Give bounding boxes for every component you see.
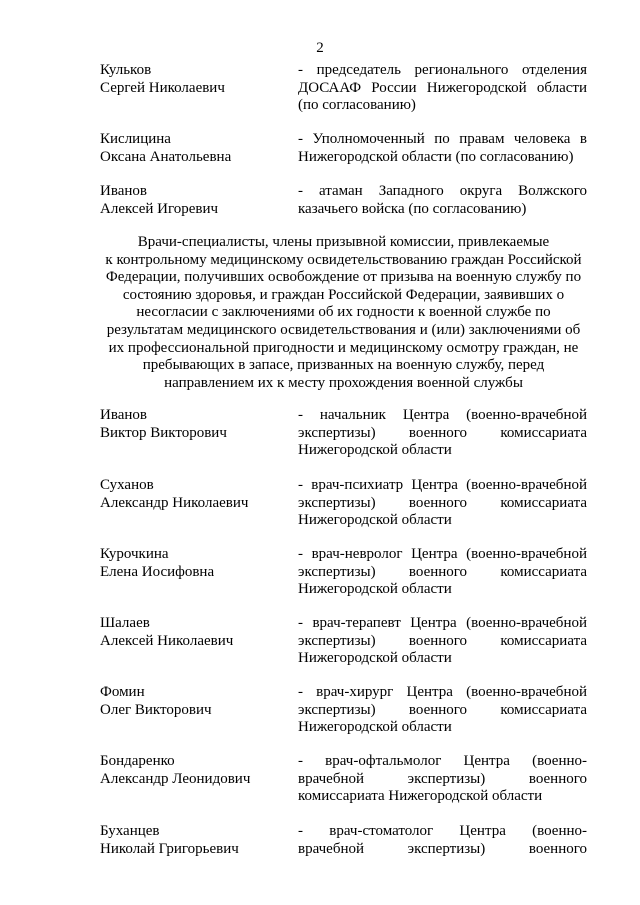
- heading-line: пребывающих в запасе, призванных на военную службу, перед: [142, 357, 545, 374]
- doctor-role: [298, 684, 587, 737]
- role-line: (по согласованию): [298, 97, 416, 114]
- doctor-name: [100, 684, 290, 719]
- heading-line: их профессиональной пригодности и медицинскому осмотру граждан, не: [108, 339, 579, 356]
- doctor-name: [100, 407, 290, 442]
- role-line: врачебной экспертизы) военного: [298, 770, 587, 787]
- member-surname: Кислицина: [100, 131, 171, 147]
- doctor-surname: Бондаренко: [100, 753, 175, 769]
- member-role: [298, 131, 587, 166]
- role-line: врачебной экспертизы) военного: [298, 840, 587, 857]
- doctor-given-names: Елена Иосифовна: [100, 563, 215, 580]
- doctor-surname: Курочкина: [100, 546, 169, 562]
- doctor-role: [298, 753, 587, 806]
- role-line: экспертизы) военного комиссариата: [298, 563, 587, 580]
- member-role: [298, 183, 587, 218]
- member-role: [298, 62, 587, 115]
- heading-line: направлением их к месту прохождения военной службы: [164, 374, 523, 391]
- doctor-surname: Фомин: [100, 684, 145, 700]
- doctor-role: [298, 407, 587, 460]
- doctor-role: [298, 615, 587, 668]
- role-line: - врач-офтальмолог Центра (военно-: [298, 753, 587, 769]
- doctor-given-names: Алексей Николаевич: [100, 632, 234, 649]
- role-line: экспертизы) военного комиссариата: [298, 701, 587, 718]
- role-line: - врач-стоматолог Центра (военно-: [298, 823, 587, 839]
- member-given-names: Оксана Анатольевна: [100, 148, 232, 165]
- doctor-given-names: Николай Григорьевич: [100, 840, 239, 857]
- heading-line: результатам медицинского освидетельствования и (или) заключениями об: [106, 321, 581, 338]
- heading-line: к контрольному медицинскому освидетельствованию граждан Российской: [105, 251, 582, 268]
- role-line: - председатель регионального отделения: [298, 62, 587, 78]
- doctor-given-names: Александр Николаевич: [100, 494, 249, 511]
- heading-line: несогласии с заключениями об их годности к военной службе по: [136, 304, 551, 321]
- role-line: - атаман Западного округа Волжского: [298, 183, 587, 199]
- role-line: - врач-невролог Центра (военно-врачебной: [298, 546, 587, 562]
- role-line: - врач-хирург Центра (военно-врачебной: [298, 684, 587, 700]
- doctor-given-names: Олег Викторович: [100, 701, 212, 718]
- role-line: - врач-психиатр Центра (военно-врачебной: [298, 477, 587, 493]
- doctor-role: [298, 546, 587, 599]
- member-given-names: Алексей Игоревич: [100, 200, 219, 217]
- role-line: Нижегородской области: [298, 650, 452, 667]
- doctor-surname: Иванов: [100, 407, 147, 423]
- doctor-surname: Шалаев: [100, 615, 150, 631]
- role-line: Нижегородской области: [298, 581, 452, 598]
- doctor-name: [100, 546, 290, 581]
- member-surname: Иванов: [100, 183, 147, 199]
- role-line: экспертизы) военного комиссариата: [298, 494, 587, 511]
- doctor-name: [100, 753, 290, 788]
- heading-line: состоянию здоровья, и граждан Российской Федерации, заявивших о: [122, 286, 565, 303]
- role-line: экспертизы) военного комиссариата: [298, 632, 587, 649]
- doctor-given-names: Александр Леонидович: [100, 770, 251, 787]
- member-given-names: Сергей Николаевич: [100, 79, 225, 96]
- role-line: комиссариата Нижегородской области: [298, 788, 543, 805]
- role-line: казачьего войска (по согласованию): [298, 200, 527, 217]
- doctor-surname: Буханцев: [100, 823, 160, 839]
- heading-line: Федерации, получивших освобождение от призыва на военную службу по: [105, 269, 582, 286]
- member-surname: Кульков: [100, 62, 152, 78]
- member-name: [100, 62, 290, 97]
- doctor-name: [100, 823, 290, 858]
- member-name: [100, 131, 290, 166]
- role-line: - врач-терапевт Центра (военно-врачебной: [298, 615, 587, 631]
- role-line: Нижегородской области: [298, 512, 452, 529]
- section-heading: [95, 234, 592, 392]
- role-line: Нижегородской области: [298, 442, 452, 459]
- page-number: 2: [316, 40, 324, 56]
- role-line: - начальник Центра (военно-врачебной: [298, 407, 587, 423]
- doctor-name: [100, 615, 290, 650]
- role-line: - Уполномоченный по правам человека в: [298, 131, 587, 147]
- role-line: Нижегородской области (по согласованию): [298, 148, 574, 165]
- doctor-role: [298, 823, 587, 858]
- member-name: [100, 183, 290, 218]
- doctor-surname: Суханов: [100, 477, 154, 493]
- role-line: Нижегородской области: [298, 719, 452, 736]
- doctor-given-names: Виктор Викторович: [100, 424, 227, 441]
- role-line: ДОСААФ России Нижегородской области: [298, 79, 587, 96]
- heading-line: Врачи-специалисты, члены призывной комиссии, привлекаемые: [137, 234, 550, 250]
- doctor-name: [100, 477, 290, 512]
- role-line: экспертизы) военного комиссариата: [298, 424, 587, 441]
- doctor-role: [298, 477, 587, 530]
